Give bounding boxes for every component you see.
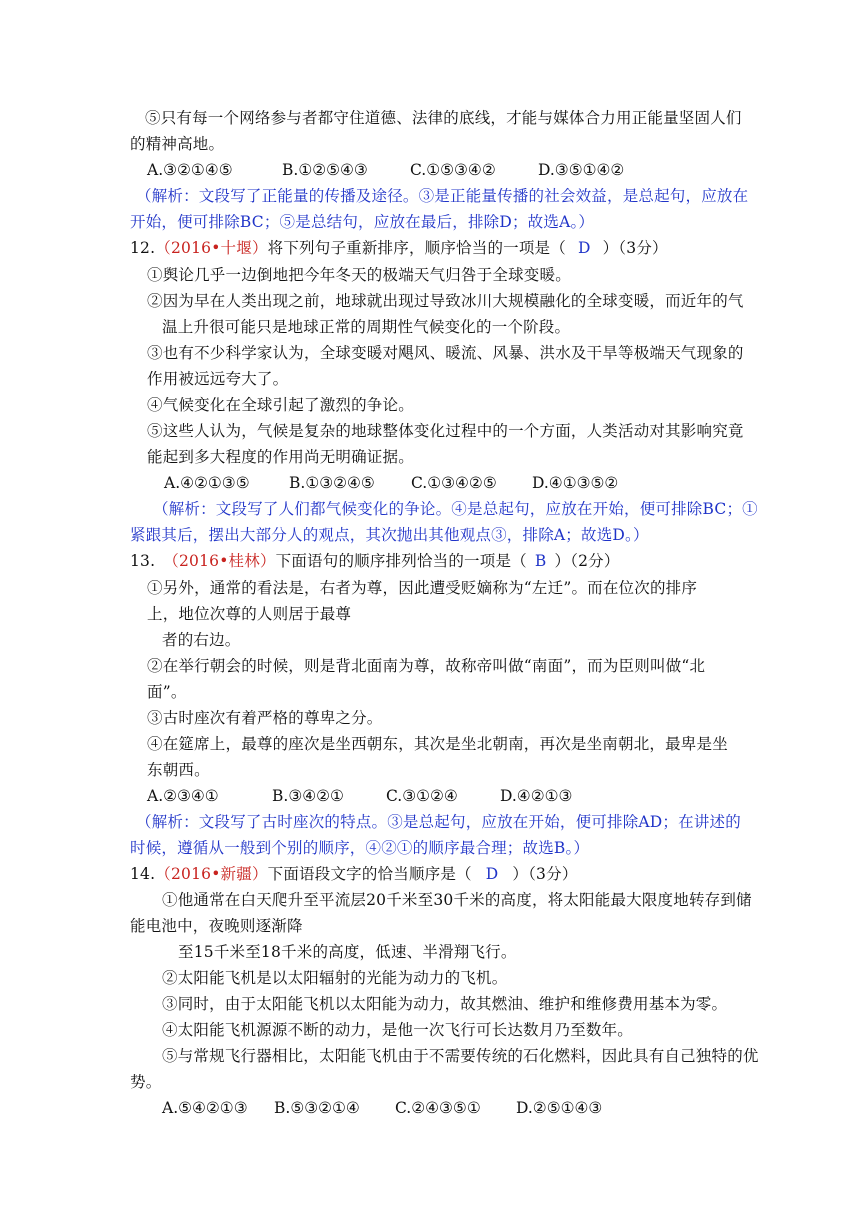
q12-stem-end: ）（3分） xyxy=(602,239,668,257)
q13-item1-line3: 者的右边。 xyxy=(162,631,241,649)
q14-item1-line1: ①他通常在白天爬升至平流层20千米至30千米的高度，将太阳能最大限度地转存到储 xyxy=(162,891,752,909)
q14-item5-line1: ⑤与常规飞行器相比，太阳能飞机由于不需要传统的石化燃料，因此具有自己独特的优 xyxy=(162,1047,759,1065)
q13-stem xyxy=(130,550,620,572)
q13-analysis-line2: 时候，遵循从一般到个别的顺序，④②①的顺序最合理；故选B。） xyxy=(130,839,590,857)
q13-option-c: C.③①②④ xyxy=(386,787,458,805)
q13-item1-line2: 上，地位次尊的人则居于最尊 xyxy=(147,605,352,623)
q12-analysis-line2: 紧跟其后，摆出大部分人的观点，其次抛出其他观点③，排除A；故选D。） xyxy=(130,526,649,544)
q14-option-b: B.⑤③②①④ xyxy=(274,1099,360,1117)
q11-option-a: A.③②①④⑤ xyxy=(147,161,233,179)
q13-analysis-line1: （解析：文段写了古时座次的特点。③是总起句，应放在开始，便可排除AD；在讲述的 xyxy=(136,813,741,831)
q14-stem xyxy=(130,863,578,885)
q14-item2: ②太阳能飞机是以太阳辐射的光能为动力的飞机。 xyxy=(162,969,508,987)
q14-option-d: D.②⑤①④③ xyxy=(516,1099,603,1117)
q12-number: 12. xyxy=(130,239,156,257)
q12-item1: ①舆论几乎一边倒地把今年冬天的极端天气归咎于全球变暖。 xyxy=(147,266,571,284)
q13-option-d: D.④②①③ xyxy=(500,787,573,805)
q14-item1-line2: 能电池中，夜晚则逐渐降 xyxy=(130,917,303,935)
q14-item1-line3: 至15千米至18千米的高度，低速、半滑翔飞行。 xyxy=(178,943,517,961)
q12-stem-text: 将下列句子重新排序，顺序恰当的一项是（ xyxy=(267,239,566,257)
q12-option-d: D.④①③⑤② xyxy=(532,474,619,492)
q12-item5-line1: ⑤这些人认为，气候是复杂的地球整体变化过程中的一个方面，人类活动对其影响究竟 xyxy=(147,422,744,440)
q12-option-c: C.①③④②⑤ xyxy=(411,474,497,492)
q13-item1-line1: ①另外，通常的看法是，右者为尊，因此遭受贬嫡称为“左迁”。而在位次的排序 xyxy=(147,579,698,597)
q13-item4-line1: ④在筵席上，最尊的座次是坐西朝东，其次是坐北朝南，再次是坐南朝北，最卑是坐 xyxy=(147,735,728,753)
q14-option-c: C.②④③⑤① xyxy=(395,1099,481,1117)
q13-item2-line2: 面”。 xyxy=(147,683,187,701)
q13-number: 13. xyxy=(130,552,156,570)
q12-item4: ④气候变化在全球引起了激烈的争论。 xyxy=(147,396,414,414)
q12-item2-line1: ②因为早在人类出现之前，地球就出现过导致冰川大规模融化的全球变暖，而近年的气 xyxy=(147,292,744,310)
q11-item5-line1: ⑤只有每一个网络参与者都守住道德、法律的底线，才能与媒体合力用正能量坚固人们 xyxy=(145,109,742,127)
q11-item5-line2: 的精神高地。 xyxy=(130,135,225,153)
q14-option-a: A.⑤④②①③ xyxy=(162,1099,248,1117)
q11-analysis-line2: 开始，便可排除BC；⑤是总结句，应放在最后，排除D；故选A。） xyxy=(130,213,595,231)
q14-number: 14. xyxy=(130,865,156,883)
q11-option-b: B.①②⑤④③ xyxy=(282,161,368,179)
q13-answer: B xyxy=(534,552,547,570)
q12-analysis-line1: （解析：文段写了人们都气候变化的争论。④是总起句，应放在开始，便可排除BC；① xyxy=(153,500,758,518)
q13-item4-line2: 东朝西。 xyxy=(147,761,210,779)
q12-stem xyxy=(130,237,668,259)
q12-item3-line2: 作用被远远夸大了。 xyxy=(147,370,289,388)
q14-item4: ④太阳能飞机源源不断的动力，是他一次飞行可长达数月乃至数年。 xyxy=(162,1021,634,1039)
q12-item5-line2: 能起到多大程度的作用尚无明确证据。 xyxy=(147,448,414,466)
q14-item5-line2: 势。 xyxy=(130,1073,162,1091)
q13-option-a: A.②③④① xyxy=(147,787,219,805)
q14-item3: ③同时，由于太阳能飞机以太阳能为动力，故其燃油、维护和维修费用基本为零。 xyxy=(162,995,728,1013)
q11-analysis-line1: （解析：文段写了正能量的传播及途径。③是正能量传播的社会效益，是总起句，应放在 xyxy=(136,187,749,205)
q13-source: （2016•桂林） xyxy=(163,552,276,570)
q11-option-c: C.①⑤③④② xyxy=(410,161,496,179)
q11-option-d: D.③⑤①④② xyxy=(538,161,625,179)
q12-option-b: B.①③②④⑤ xyxy=(289,474,375,492)
q13-item2-line1: ②在举行朝会的时候，则是背北面南为尊，故称帝叫做“南面”，而为臣则叫做“北 xyxy=(147,657,706,675)
q13-stem-text: 下面语句的顺序排列恰当的一项是（ xyxy=(275,552,527,570)
q14-answer: D xyxy=(485,865,499,883)
q14-source: （2016•新疆） xyxy=(155,865,268,883)
q13-option-b: B.③④②① xyxy=(272,787,344,805)
q13-stem-end: ）（2分） xyxy=(554,552,620,570)
q13-item3: ③古时座次有着严格的尊卑之分。 xyxy=(147,709,383,727)
q12-answer: D xyxy=(577,239,591,257)
q14-stem-text: 下面语段文字的恰当顺序是（ xyxy=(267,865,472,883)
q12-source: （2016•十堰） xyxy=(155,239,268,257)
q12-option-a: A.④②①③⑤ xyxy=(164,474,250,492)
q12-item2-line2: 温上升很可能只是地球正常的周期性气候变化的一个阶段。 xyxy=(162,318,571,336)
q12-item3-line1: ③也有不少科学家认为，全球变暖对飓风、暖流、风暴、洪水及干旱等极端天气现象的 xyxy=(147,344,744,362)
q14-stem-end: ）（3分） xyxy=(512,865,578,883)
